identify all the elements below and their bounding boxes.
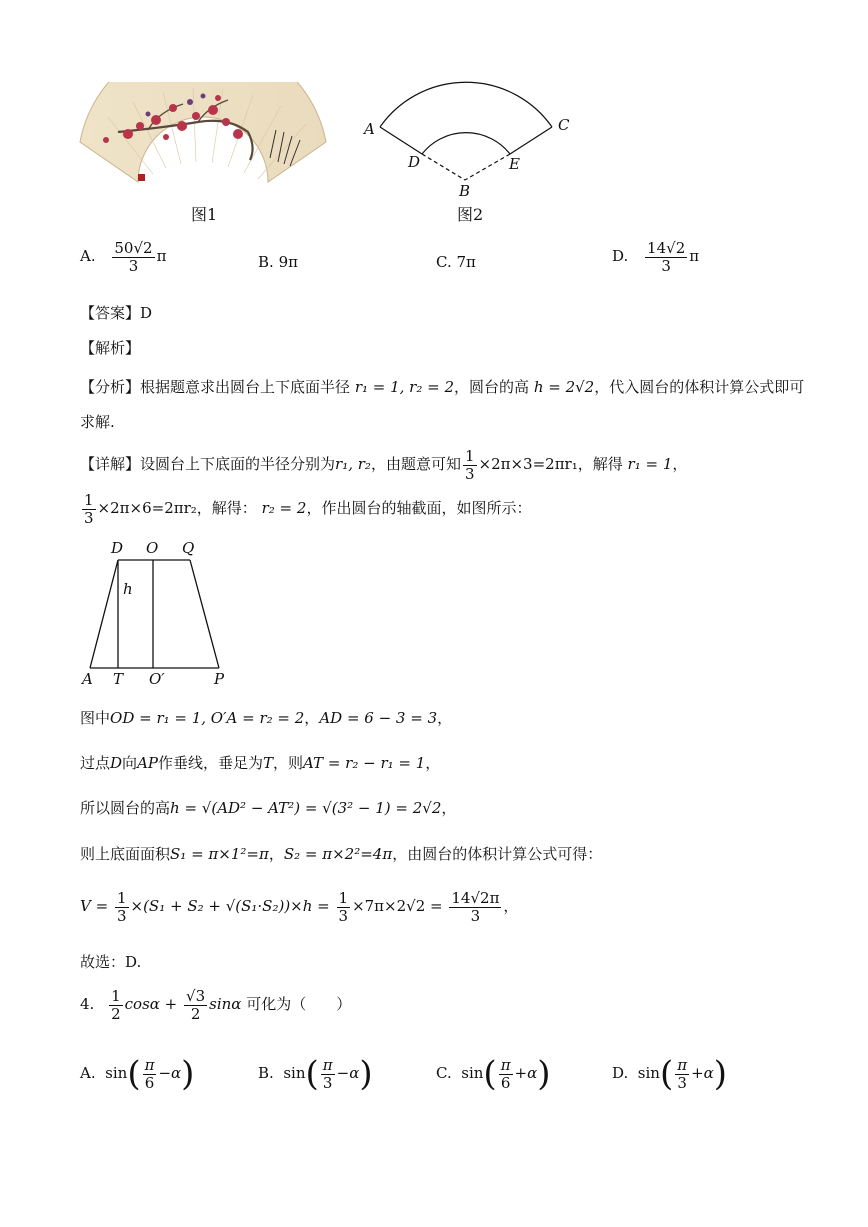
analysis-fenxi-cont: 求解. <box>80 413 115 431</box>
question-4: 4. $\frac{1}{2}$ cosα + $\frac{√3}{2}$ sinα 可化为（ ） <box>80 987 352 1023</box>
solution-line1: 图中OD = r₁ = 1, O′A = r₂ = 2，AD = 6 − 3 = 3， <box>80 709 453 727</box>
detail-line1: 【详解】设圆台上下底面的半径分别为r₁, r₂，由题意可知 $\frac{1}{3}$ ×2π×3=2πr₁，解得 r₁ = 1， <box>80 447 688 483</box>
question-number: 4. <box>80 995 95 1013</box>
trap-label-d: D <box>111 539 124 557</box>
fig2-label-c: C <box>558 116 570 134</box>
q3-option-d: D. $\frac{14√2}{3}$ π <box>612 239 700 275</box>
fraction-numerator: 50√2 <box>114 239 153 257</box>
answer-value: D <box>140 304 153 322</box>
q4-option-d: D. sin( $\frac{\pi}{3}$ +α) <box>612 1054 728 1094</box>
radius-values: r₁ = 1, r₂ = 2 <box>354 378 455 396</box>
trap-label-a: A <box>82 670 93 688</box>
solution-conclusion: 故选：D. <box>80 953 142 971</box>
q3-option-c: C. 7π <box>436 253 476 271</box>
q4-option-b: B. sin( $\frac{\pi}{3}$ −α) <box>258 1054 373 1094</box>
figure2-caption: 图2 <box>457 205 484 224</box>
q4-option-c: C. sin( $\frac{\pi}{6}$ +α) <box>436 1054 551 1094</box>
analysis-fenxi: 【分析】根据题意求出圆台上下底面半径 r₁ = 1, r₂ = 2，圆台的高 h = 2√2，代入圆台的体积计算公式即可 <box>80 378 805 396</box>
q4-option-a: A. sin( $\frac{\pi}{6}$ −α) <box>80 1054 195 1094</box>
trap-label-o: O <box>146 539 159 557</box>
trap-label-t: T <box>113 670 124 688</box>
detail-line2: $\frac{1}{3}$ ×2π×6=2πr₂，解得： r₂ = 2，作出圆台的轴截面，如图所示： <box>84 491 532 527</box>
fan-painting-figure <box>78 82 328 192</box>
trap-label-h: h <box>123 580 133 598</box>
fig2-label-b: B <box>459 182 471 200</box>
q3-option-b: B. 9π <box>258 253 298 271</box>
option-label: A. <box>80 247 96 265</box>
pi-symbol: π <box>156 247 167 265</box>
trap-label-o-prime: O′ <box>149 670 165 688</box>
fraction-denominator: 3 <box>128 256 139 275</box>
fig2-label-d: D <box>408 153 421 171</box>
fig2-label-a: A <box>364 120 375 138</box>
answer-heading: 【答案】 <box>80 304 141 322</box>
solution-line2: 过点D向AP作垂线，垂足为T，则AT = r₂ − r₁ = 1， <box>80 754 441 772</box>
trap-label-p: P <box>214 670 225 688</box>
answer-line <box>80 302 152 323</box>
solution-line4: 则上底面面积S₁ = π×1²=π，S₂ = π×2²=4π，由圆台的体积计算公式可得： <box>80 845 603 863</box>
trap-label-q: Q <box>182 539 195 557</box>
figure1-caption: 图1 <box>191 205 218 224</box>
solution-volume-formula: V = $\frac{1}{3}$ ×(S₁ + S₂ + √(S₁·S₂))×h = $\frac{1}{3}$ ×7π×2√2 = $\frac{14√2\pi}{3}$ ， <box>80 889 519 925</box>
trapezoid-cross-section <box>80 540 240 690</box>
analysis-heading: 【解析】 <box>80 339 141 357</box>
solution-line3: 所以圆台的高h = √(AD² − AT²) = √(3² − 1) = 2√2， <box>80 799 457 817</box>
height-value: h = 2√2 <box>533 378 595 396</box>
q3-option-a <box>80 240 166 274</box>
fig2-label-e: E <box>509 155 520 173</box>
